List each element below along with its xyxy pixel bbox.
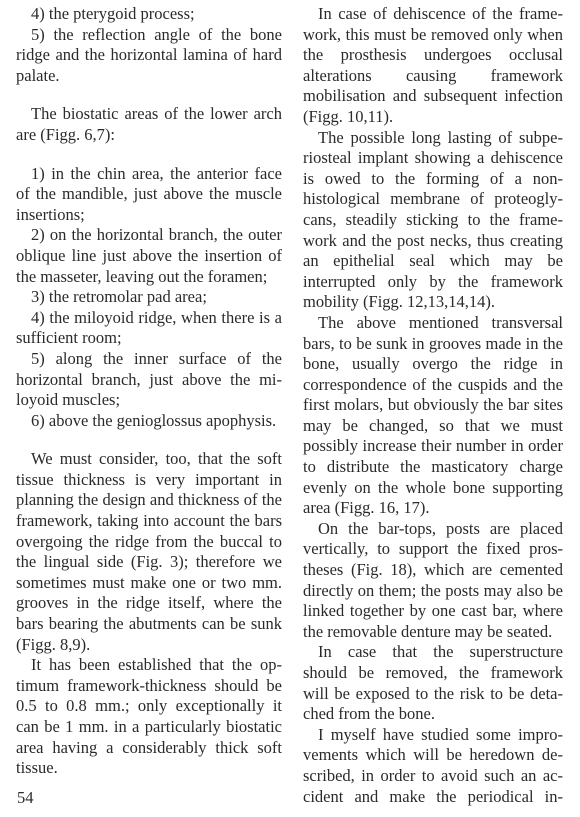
paragraph: In case that the superstructure should be removed, the framework will be exposed to the risk to be detached from the bone. bbox=[303, 642, 563, 724]
paragraph: It has been established that the optimum framework-thickness should be 0.5 to 0.8 mm.; only exceptionally it can be 1 mm. in a particularly biostatic area having a considerably thick soft tissue. bbox=[16, 655, 282, 778]
paragraph: The biostatic areas of the lower arch are (Figg. 6,7): bbox=[16, 104, 282, 144]
list-item: 3) the retromolar pad area; bbox=[31, 287, 207, 307]
list-item: 6) above the genioglossus apophysis. bbox=[31, 410, 277, 430]
list-item: 2) on the horizontal branch, the outer oblique line just above the insertion of the masseter, leaving out the foramen; bbox=[16, 225, 282, 286]
list-item: 5) along the inner surface of the horizontal branch, just above the miloyoid muscles; bbox=[16, 348, 282, 410]
paragraph: I myself have studied some improvements which will be heredown described, in order to avoid such an accident and make the periodical in- bbox=[303, 724, 563, 806]
left-column bbox=[16, 4, 282, 779]
paragraph: The above mentioned transversal bars, to be sunk in grooves made in the bone, usually overgo the ridge in correspondence of the cuspids and the first molars, but obviously the bar sites may be changed, so that we must possibly increase their number in order to distribute the masticatory charge evenly on the whole bone supporting area (Figg. 16, 17). bbox=[303, 312, 563, 518]
paragraph: On the bar-tops, posts are placed vertically, to support the fixed prostheses (Fig. 18), which are cemented directly on them; the posts may also be linked together by one cast bar, where the removable denture may be seated. bbox=[303, 518, 563, 641]
page-number: 54 bbox=[17, 788, 34, 807]
list-item: 1) in the chin area, the anterior face of the mandible, just above the muscle insertions; bbox=[16, 163, 282, 224]
paragraph: 5) the reflection angle of the bone ridge and the horizontal lamina of hard palate. bbox=[16, 24, 282, 85]
paragraph: The possible long lasting of subperiosteal implant showing a dehiscence is owed to the forming of a non-histological membrane of proteoglycans, steadily sticking to the framework and the post necks, thus creating an epithelial seal which may be interrupted only by the framework mobility (Figg. 12,13,14,14). bbox=[303, 127, 563, 312]
paragraph: 4) the pterygoid process; bbox=[31, 4, 195, 23]
paragraph: We must consider, too, that the soft tissue thickness is very important in planning the design and thickness of the framework, taking into account the bars overgoing the ridge from the buccal to the lingual side (Fig. 3); therefore we sometimes must make one or two mm. grooves in the ridge itself, where the bars bearing the abutments can be sunk (Figg. 8,9). bbox=[16, 449, 282, 654]
list-item: 4) the miloyoid ridge, when there is a sufficient room; bbox=[16, 307, 282, 348]
right-column bbox=[303, 4, 563, 807]
paragraph: In case of dehiscence of the framework, this must be removed only when the prosthesis undergoes occlusal alterations causing framework mobilisation and subsequent infection (Figg. 10,11). bbox=[303, 4, 563, 126]
